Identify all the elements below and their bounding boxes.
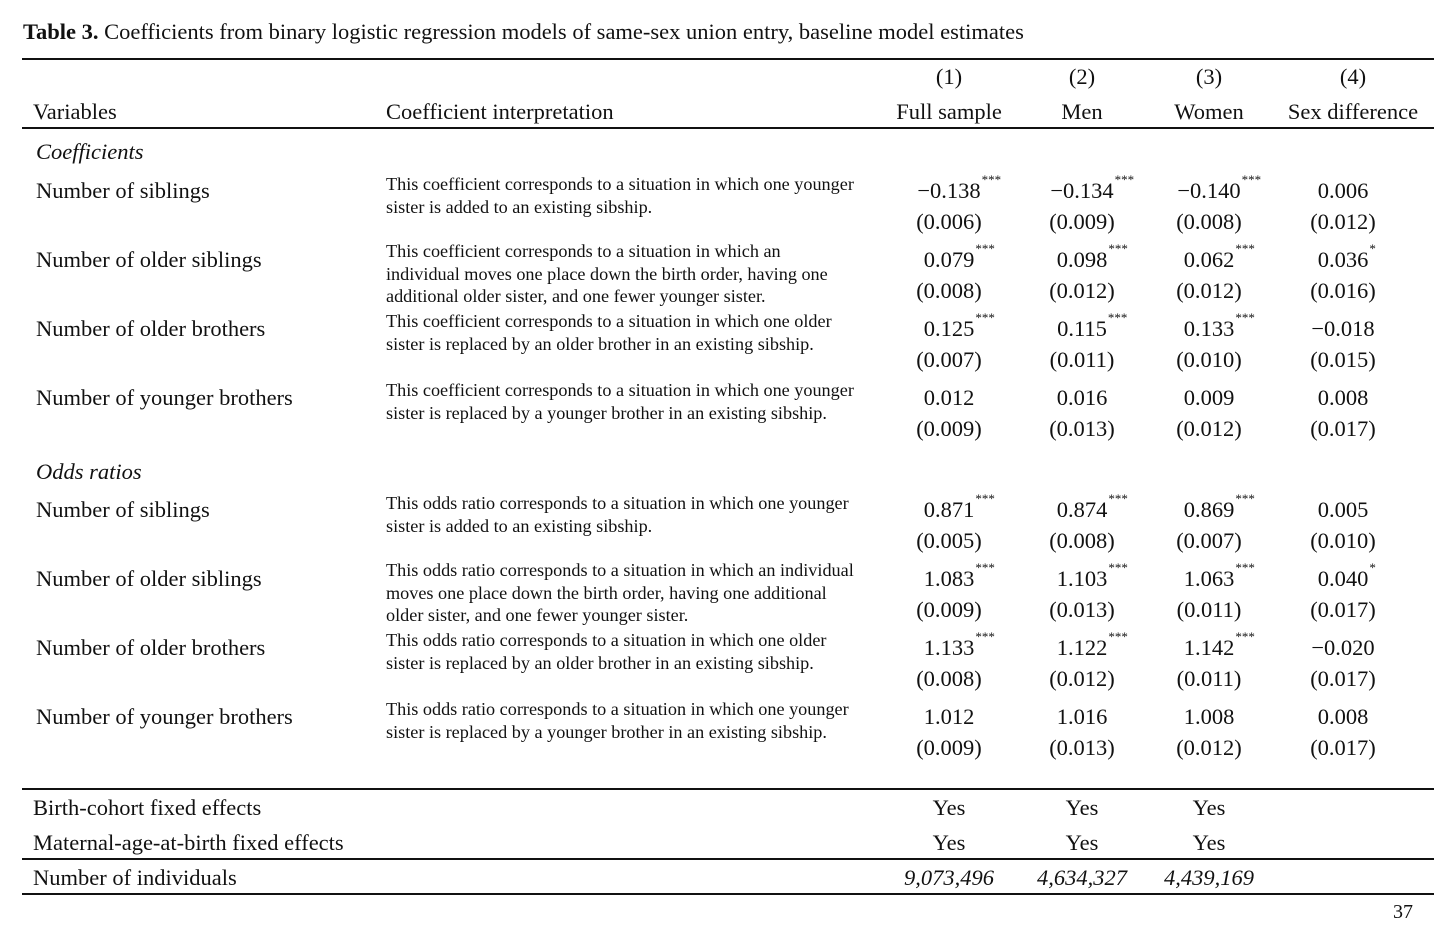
estimate-wrapper	[1183, 560, 1255, 591]
standard-error-cell: (0.012)	[1176, 416, 1242, 441]
estimate-cell	[1263, 497, 1423, 523]
estimate-value: 0.125	[923, 316, 975, 341]
significance-stars: ***	[1114, 172, 1135, 187]
standard-error-cell: (0.012)	[1049, 278, 1115, 303]
significance-stars: *	[1369, 241, 1376, 256]
estimate-value: 0.098	[1056, 247, 1108, 272]
significance-stars: ***	[1107, 310, 1128, 325]
significance-stars: ***	[1235, 560, 1255, 575]
estimate-value: 0.036	[1317, 247, 1369, 272]
standard-error-cell: (0.008)	[916, 278, 982, 303]
standard-error-cell: (0.010)	[1176, 347, 1242, 372]
significance-stars: ***	[981, 172, 1002, 187]
estimate-wrapper	[1177, 172, 1262, 203]
significance-stars: ***	[1235, 491, 1255, 506]
estimate-cell	[1263, 316, 1423, 342]
estimate-wrapper	[1183, 241, 1255, 272]
estimate-cell	[1263, 560, 1423, 592]
estimate-wrapper	[923, 310, 995, 341]
header-rule	[22, 127, 1434, 129]
estimate-cell	[1263, 241, 1423, 273]
significance-stars: ***	[1235, 629, 1255, 644]
variable-label: Number of older siblings	[36, 247, 262, 272]
section-title-odds-ratios: Odds ratios	[36, 459, 142, 484]
standard-error-cell: (0.010)	[1310, 528, 1376, 553]
standard-error-cell: (0.012)	[1176, 278, 1242, 303]
estimate-wrapper	[917, 172, 1002, 203]
standard-error-cell: (0.011)	[1176, 666, 1242, 691]
interpretation-text: This coefficient corresponds to a situation in which one younger sister is replaced by a younger brother in an existing sibship.	[386, 380, 854, 423]
standard-error-cell: (0.011)	[1049, 347, 1115, 372]
estimate-value: 0.006	[1317, 178, 1369, 203]
section-title-coefficients: Coefficients	[36, 139, 144, 164]
standard-error-cell: (0.013)	[1049, 416, 1115, 441]
estimate-value: 1.083	[923, 566, 975, 591]
fixed-effects-rule	[22, 858, 1434, 860]
significance-stars: ***	[975, 310, 995, 325]
estimate-wrapper	[923, 491, 995, 522]
footer-label-individuals: Number of individuals	[33, 865, 237, 890]
fixed-effect-value: Yes	[1192, 795, 1226, 820]
footer-label-birth-cohort: Birth-cohort fixed effects	[33, 795, 262, 820]
estimate-wrapper	[1056, 241, 1128, 272]
individuals-count: 9,073,496	[904, 865, 994, 890]
estimate-value: −0.018	[1311, 316, 1375, 341]
variable-label: Number of siblings	[36, 178, 210, 203]
estimate-wrapper	[1318, 497, 1369, 522]
column-label: Men	[1061, 99, 1103, 124]
fixed-effect-value: Yes	[1065, 830, 1099, 855]
table-label: Table 3.	[23, 19, 99, 44]
standard-error-cell: (0.005)	[916, 528, 982, 553]
estimate-wrapper	[1311, 316, 1374, 341]
estimate-value: 0.133	[1183, 316, 1235, 341]
estimate-cell	[1263, 635, 1423, 661]
estimate-wrapper	[1317, 241, 1376, 272]
table-title: Coefficients from binary logistic regression models of same-sex union entry, baseline model estimates	[98, 19, 1024, 44]
interpretation-text: This coefficient corresponds to a situation in which one older sister is replaced by an older brother in an existing sibship.	[386, 311, 832, 354]
significance-stars: ***	[1108, 560, 1128, 575]
estimate-value: −0.020	[1311, 635, 1375, 660]
significance-stars: ***	[975, 241, 995, 256]
standard-error-cell: (0.012)	[1310, 209, 1376, 234]
interpretation-text: This coefficient corresponds to a situation in which one younger sister is added to an existing sibship.	[386, 174, 854, 217]
interpretation-text: This odds ratio corresponds to a situation in which one older sister is replaced by an older brother in an existing sibship.	[386, 630, 827, 673]
interpretation-text: This odds ratio corresponds to a situation in which one younger sister is added to an existing sibship.	[386, 493, 849, 536]
significance-stars: ***	[1108, 241, 1128, 256]
estimate-wrapper	[1318, 385, 1369, 410]
standard-error-cell: (0.012)	[1049, 666, 1115, 691]
estimate-value: 1.103	[1056, 566, 1108, 591]
estimate-value: 0.009	[1183, 385, 1235, 410]
estimate-value: 0.871	[923, 497, 975, 522]
top-rule	[22, 58, 1434, 60]
significance-stars: ***	[1108, 629, 1128, 644]
standard-error-cell: (0.017)	[1310, 597, 1376, 622]
significance-stars: ***	[975, 560, 995, 575]
estimate-wrapper	[1056, 629, 1128, 660]
column-label: Full sample	[896, 99, 1002, 124]
standard-error-cell: (0.009)	[916, 735, 982, 760]
estimate-wrapper	[1184, 704, 1235, 729]
estimate-value: 0.040	[1317, 566, 1369, 591]
footer-label-maternal-age: Maternal-age-at-birth fixed effects	[33, 830, 344, 855]
standard-error-cell: (0.017)	[1310, 416, 1376, 441]
estimate-value: 0.008	[1317, 704, 1369, 729]
estimate-value: 1.063	[1183, 566, 1235, 591]
significance-stars: ***	[975, 629, 995, 644]
page-number: 37	[1393, 901, 1413, 923]
standard-error-cell: (0.008)	[1176, 209, 1242, 234]
standard-error-cell: (0.006)	[916, 209, 982, 234]
standard-error-cell: (0.009)	[916, 416, 982, 441]
estimate-value: 0.115	[1057, 316, 1107, 341]
estimate-value: 0.874	[1056, 497, 1108, 522]
individuals-count: 4,439,169	[1164, 865, 1254, 890]
estimate-wrapper	[1057, 310, 1128, 341]
column-number: (1)	[935, 64, 963, 89]
estimate-value: 0.016	[1056, 385, 1108, 410]
estimate-value: 0.008	[1317, 385, 1369, 410]
standard-error-cell: (0.012)	[1176, 735, 1242, 760]
variable-label: Number of older brothers	[36, 635, 266, 660]
estimate-value: 0.062	[1183, 247, 1235, 272]
header-interpretation: Coefficient interpretation	[386, 99, 614, 124]
significance-stars: ***	[1108, 491, 1128, 506]
estimate-wrapper	[1318, 178, 1369, 203]
variable-label: Number of older siblings	[36, 566, 262, 591]
estimate-cell	[1263, 178, 1423, 204]
standard-error-cell: (0.013)	[1049, 735, 1115, 760]
column-number: (4)	[1339, 64, 1367, 89]
significance-stars: ***	[1235, 241, 1255, 256]
estimate-wrapper	[1184, 385, 1235, 410]
fixed-effect-value: Yes	[1192, 830, 1226, 855]
individuals-count: 4,634,327	[1037, 865, 1127, 890]
estimate-wrapper	[1050, 172, 1135, 203]
column-label: Women	[1174, 99, 1244, 124]
significance-stars: ***	[1241, 172, 1262, 187]
estimate-value: 1.008	[1183, 704, 1235, 729]
significance-stars: ***	[1235, 310, 1255, 325]
estimate-value: 1.122	[1056, 635, 1108, 660]
header-variables: Variables	[33, 99, 117, 124]
estimate-value: 1.016	[1056, 704, 1108, 729]
estimate-wrapper	[924, 385, 975, 410]
standard-error-cell: (0.011)	[1176, 597, 1242, 622]
standard-error-cell: (0.017)	[1310, 666, 1376, 691]
standard-error-cell: (0.013)	[1049, 597, 1115, 622]
standard-error-cell: (0.009)	[916, 597, 982, 622]
estimate-value: 0.012	[923, 385, 975, 410]
table-caption	[23, 19, 1024, 45]
estimate-value: 1.133	[923, 635, 975, 660]
estimate-wrapper	[924, 704, 975, 729]
estimate-value: 1.012	[923, 704, 975, 729]
standard-error-cell: (0.007)	[1176, 528, 1242, 553]
bottom-rule	[22, 893, 1434, 895]
estimate-wrapper	[1183, 629, 1255, 660]
estimate-value: −0.134	[1050, 178, 1114, 203]
estimate-wrapper	[923, 560, 995, 591]
column-label: Sex difference	[1287, 99, 1419, 124]
variable-label: Number of older brothers	[36, 316, 266, 341]
variable-label: Number of siblings	[36, 497, 210, 522]
estimate-wrapper	[923, 629, 995, 660]
interpretation-text: This odds ratio corresponds to a situation in which one younger sister is replaced by a younger brother in an existing sibship.	[386, 699, 849, 742]
body-end-rule	[22, 788, 1434, 790]
fixed-effect-value: Yes	[932, 795, 966, 820]
estimate-cell	[1263, 704, 1423, 730]
interpretation-text: This coefficient corresponds to a situation in which an individual moves one place down the birth order, having one additional older sister, and one fewer younger sister.	[386, 241, 828, 306]
estimate-value: 0.079	[923, 247, 975, 272]
estimate-wrapper	[923, 241, 995, 272]
estimate-wrapper	[1183, 310, 1255, 341]
column-number: (2)	[1068, 64, 1096, 89]
estimate-wrapper	[1056, 560, 1128, 591]
estimate-value: 1.142	[1183, 635, 1235, 660]
estimate-value: −0.140	[1177, 178, 1241, 203]
estimate-wrapper	[1183, 491, 1255, 522]
estimate-value: 0.005	[1317, 497, 1369, 522]
estimate-wrapper	[1317, 560, 1376, 591]
significance-stars: ***	[975, 491, 995, 506]
estimate-wrapper	[1057, 385, 1108, 410]
standard-error-cell: (0.007)	[916, 347, 982, 372]
variable-label: Number of younger brothers	[36, 385, 293, 410]
standard-error-cell: (0.017)	[1310, 735, 1376, 760]
estimate-value: 0.869	[1183, 497, 1235, 522]
estimate-wrapper	[1311, 635, 1374, 660]
estimate-wrapper	[1056, 491, 1128, 522]
standard-error-cell: (0.015)	[1310, 347, 1376, 372]
column-number: (3)	[1195, 64, 1223, 89]
estimate-wrapper	[1318, 704, 1369, 729]
estimate-cell	[1263, 385, 1423, 411]
standard-error-cell: (0.008)	[916, 666, 982, 691]
standard-error-cell: (0.016)	[1310, 278, 1376, 303]
estimate-value: −0.138	[917, 178, 981, 203]
estimate-wrapper	[1057, 704, 1108, 729]
variable-label: Number of younger brothers	[36, 704, 293, 729]
standard-error-cell: (0.009)	[1049, 209, 1115, 234]
fixed-effect-value: Yes	[932, 830, 966, 855]
fixed-effect-value: Yes	[1065, 795, 1099, 820]
significance-stars: *	[1369, 560, 1376, 575]
standard-error-cell: (0.008)	[1049, 528, 1115, 553]
interpretation-text: This odds ratio corresponds to a situation in which an individual moves one place down the birth order, having one additional older sister, and one fewer younger sister.	[386, 560, 854, 625]
